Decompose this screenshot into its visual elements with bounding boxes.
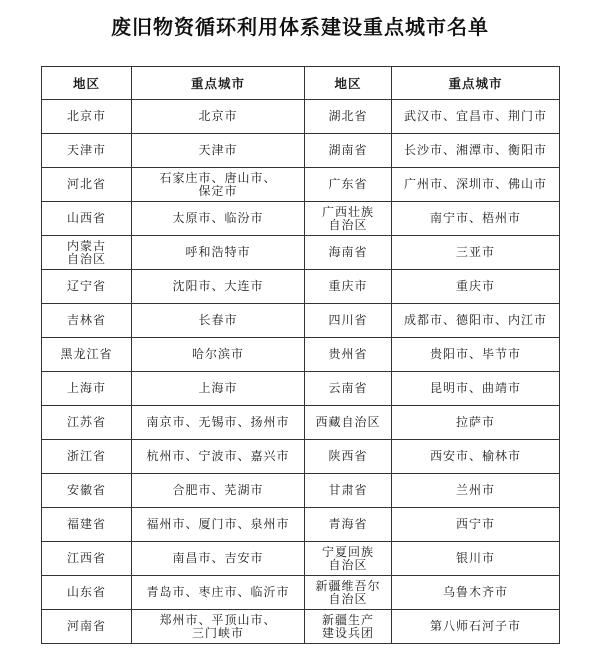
cities-right-cell: 贵阳市、毕节市 bbox=[392, 338, 560, 372]
table-row bbox=[42, 236, 560, 270]
table-row bbox=[42, 576, 560, 610]
region-left-cell: 河南省 bbox=[42, 610, 132, 644]
region-left-cell: 吉林省 bbox=[42, 304, 132, 338]
cities-right-cell: 重庆市 bbox=[392, 270, 560, 304]
cities-left-cell: 南昌市、吉安市 bbox=[132, 542, 305, 576]
cities-right-cell: 南宁市、梧州市 bbox=[392, 202, 560, 236]
region-right-cell: 新疆维吾尔 自治区 bbox=[305, 576, 392, 610]
cities-left-cell: 上海市 bbox=[132, 372, 305, 406]
region-left-cell: 浙江省 bbox=[42, 440, 132, 474]
region-right-cell: 云南省 bbox=[305, 372, 392, 406]
cities-left-cell: 合肥市、芜湖市 bbox=[132, 474, 305, 508]
region-right-cell: 广西壮族 自治区 bbox=[305, 202, 392, 236]
region-right-cell: 贵州省 bbox=[305, 338, 392, 372]
region-right-cell: 甘肃省 bbox=[305, 474, 392, 508]
table-row bbox=[42, 338, 560, 372]
region-right-cell: 重庆市 bbox=[305, 270, 392, 304]
table-row bbox=[42, 100, 560, 134]
key-cities-table bbox=[41, 66, 560, 644]
table-row bbox=[42, 610, 560, 644]
cities-left-cell: 杭州市、宁波市、嘉兴市 bbox=[132, 440, 305, 474]
region-left-cell: 黑龙江省 bbox=[42, 338, 132, 372]
table-row bbox=[42, 406, 560, 440]
table-row bbox=[42, 168, 560, 202]
region-right-cell: 新疆生产 建设兵团 bbox=[305, 610, 392, 644]
cities-left-cell: 沈阳市、大连市 bbox=[132, 270, 305, 304]
cities-right-cell: 长沙市、湘潭市、衡阳市 bbox=[392, 134, 560, 168]
cities-left-cell: 南京市、无锡市、扬州市 bbox=[132, 406, 305, 440]
table-row bbox=[42, 202, 560, 236]
region-right-cell: 西藏自治区 bbox=[305, 406, 392, 440]
region-left-cell: 上海市 bbox=[42, 372, 132, 406]
table-row bbox=[42, 542, 560, 576]
cities-left-cell: 福州市、厦门市、泉州市 bbox=[132, 508, 305, 542]
region-left-cell: 安徽省 bbox=[42, 474, 132, 508]
cities-right-cell: 西宁市 bbox=[392, 508, 560, 542]
cities-left-cell: 呼和浩特市 bbox=[132, 236, 305, 270]
table-row bbox=[42, 304, 560, 338]
header-region-right: 地区 bbox=[305, 67, 392, 100]
cities-right-cell: 昆明市、曲靖市 bbox=[392, 372, 560, 406]
header-region-left: 地区 bbox=[42, 67, 132, 100]
region-right-cell: 广东省 bbox=[305, 168, 392, 202]
cities-right-cell: 兰州市 bbox=[392, 474, 560, 508]
region-right-cell: 湖北省 bbox=[305, 100, 392, 134]
table-header-row bbox=[42, 67, 560, 100]
region-right-cell: 陕西省 bbox=[305, 440, 392, 474]
region-left-cell: 北京市 bbox=[42, 100, 132, 134]
cities-right-cell: 银川市 bbox=[392, 542, 560, 576]
cities-right-cell: 三亚市 bbox=[392, 236, 560, 270]
region-right-cell: 湖南省 bbox=[305, 134, 392, 168]
cities-right-cell: 成都市、德阳市、内江市 bbox=[392, 304, 560, 338]
region-right-cell: 四川省 bbox=[305, 304, 392, 338]
region-right-cell: 海南省 bbox=[305, 236, 392, 270]
table-row bbox=[42, 270, 560, 304]
table-row bbox=[42, 508, 560, 542]
region-left-cell: 河北省 bbox=[42, 168, 132, 202]
region-right-cell: 宁夏回族 自治区 bbox=[305, 542, 392, 576]
cities-left-cell: 青岛市、枣庄市、临沂市 bbox=[132, 576, 305, 610]
table-row bbox=[42, 134, 560, 168]
region-left-cell: 山东省 bbox=[42, 576, 132, 610]
cities-left-cell: 长春市 bbox=[132, 304, 305, 338]
cities-left-cell: 太原市、临汾市 bbox=[132, 202, 305, 236]
region-left-cell: 天津市 bbox=[42, 134, 132, 168]
table-row bbox=[42, 372, 560, 406]
header-cities-right: 重点城市 bbox=[392, 67, 560, 100]
region-left-cell: 内蒙古 自治区 bbox=[42, 236, 132, 270]
table-row bbox=[42, 440, 560, 474]
region-left-cell: 山西省 bbox=[42, 202, 132, 236]
cities-left-cell: 北京市 bbox=[132, 100, 305, 134]
cities-right-cell: 拉萨市 bbox=[392, 406, 560, 440]
cities-left-cell: 哈尔滨市 bbox=[132, 338, 305, 372]
table-body bbox=[42, 100, 560, 644]
table-row bbox=[42, 474, 560, 508]
region-left-cell: 江苏省 bbox=[42, 406, 132, 440]
cities-right-cell: 西安市、榆林市 bbox=[392, 440, 560, 474]
cities-left-cell: 天津市 bbox=[132, 134, 305, 168]
page-title: 废旧物资循环利用体系建设重点城市名单 bbox=[111, 15, 489, 39]
cities-right-cell: 广州市、深圳市、佛山市 bbox=[392, 168, 560, 202]
cities-left-cell: 石家庄市、唐山市、 保定市 bbox=[132, 168, 305, 202]
region-left-cell: 辽宁省 bbox=[42, 270, 132, 304]
region-left-cell: 江西省 bbox=[42, 542, 132, 576]
cities-left-cell: 郑州市、平顶山市、 三门峡市 bbox=[132, 610, 305, 644]
region-left-cell: 福建省 bbox=[42, 508, 132, 542]
cities-right-cell: 第八师石河子市 bbox=[392, 610, 560, 644]
cities-right-cell: 乌鲁木齐市 bbox=[392, 576, 560, 610]
cities-right-cell: 武汉市、宜昌市、荆门市 bbox=[392, 100, 560, 134]
region-right-cell: 青海省 bbox=[305, 508, 392, 542]
header-cities-left: 重点城市 bbox=[132, 67, 305, 100]
